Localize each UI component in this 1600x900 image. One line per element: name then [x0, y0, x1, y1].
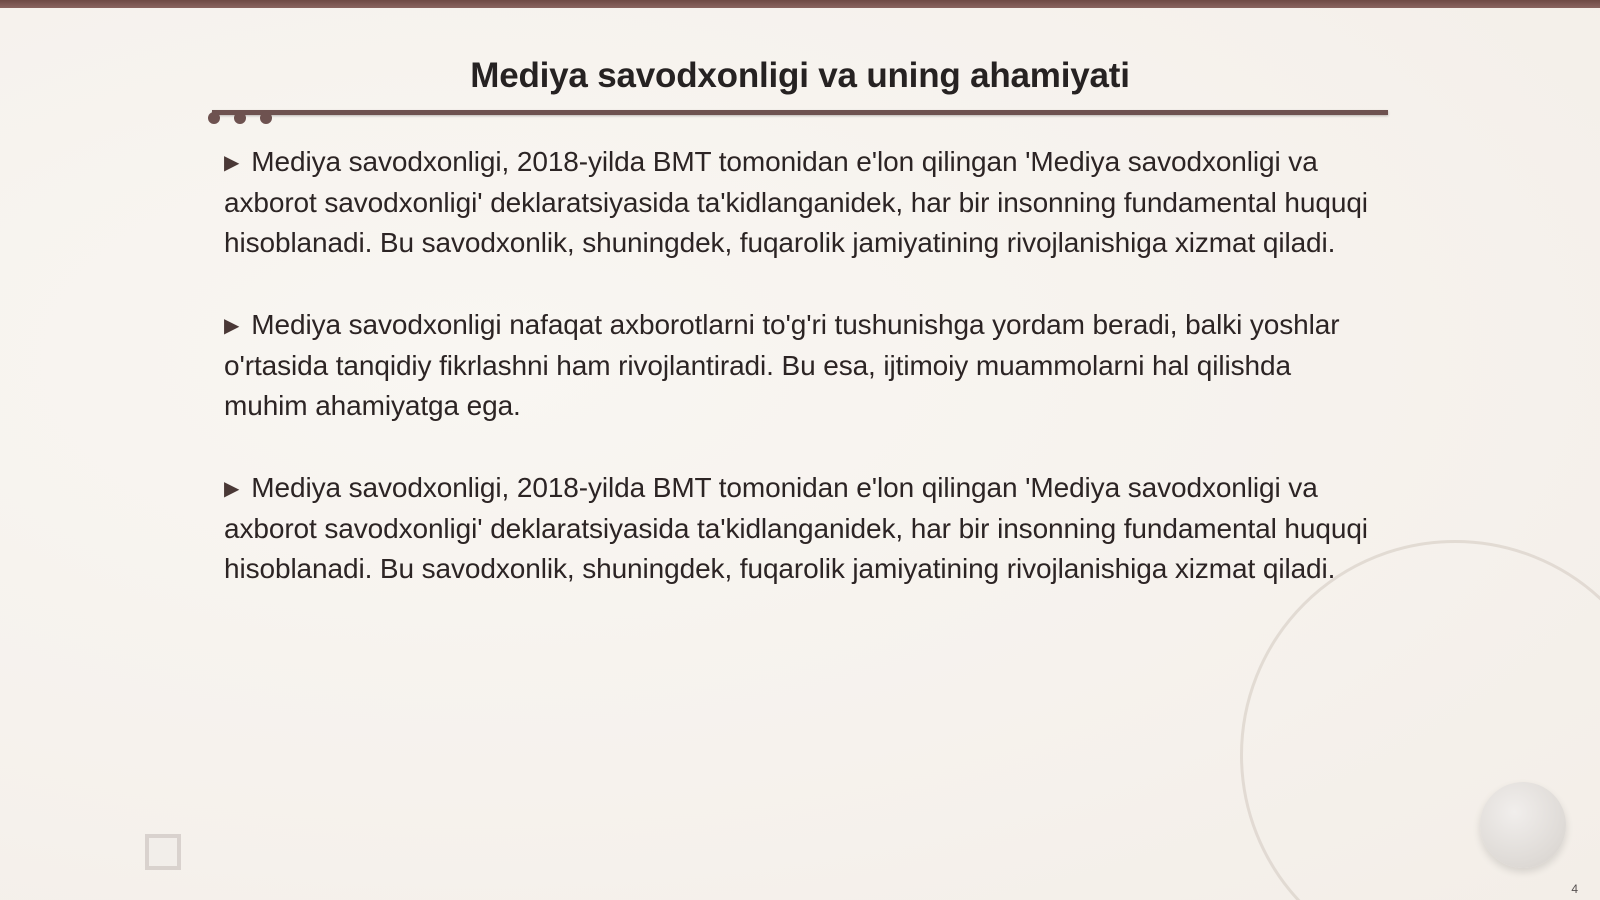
rule-dot-2: [234, 112, 246, 124]
rule-dot-3: [260, 112, 272, 124]
decorative-square: [145, 834, 181, 870]
bullet-list: [224, 142, 1380, 631]
slide-number: 4: [1571, 882, 1578, 896]
slide-title: Mediya savodxonligi va uning ahamiyati: [470, 56, 1130, 95]
bullet-item: [224, 305, 1380, 426]
triangle-right-icon: ▶: [224, 315, 240, 337]
decorative-circle-filled: [1480, 782, 1566, 868]
bullet-text: Mediya savodxonligi, 2018-yilda BMT tomonidan e'lon qilingan 'Mediya savodxonligi va axborot savodxonligi' deklaratsiyasida ta'kidlanganidek, har bir insonning fundamental huquqi hisoblanadi. Bu savodxonlik, shuningdek, fuqarolik jamiyatining rivojlanishiga xizmat qiladi.: [224, 472, 1368, 584]
bullet-text: Mediya savodxonligi nafaqat axborotlarni to'g'ri tushunishga yordam beradi, balki yoshlar o'rtasida tanqidiy fikrlashni ham rivojlantiradi. Bu esa, ijtimoiy muammolarni hal qilishda muhim ahamiyatga ega.: [224, 309, 1340, 421]
triangle-right-icon: ▶: [224, 152, 240, 174]
bullet-item: [224, 468, 1380, 589]
rule-dot-1: [208, 112, 220, 124]
title-underline: [212, 110, 1388, 115]
top-accent-bar: [0, 0, 1600, 8]
triangle-right-icon: ▶: [224, 478, 240, 500]
bullet-item: [224, 142, 1380, 263]
bullet-text: Mediya savodxonligi, 2018-yilda BMT tomonidan e'lon qilingan 'Mediya savodxonligi va axborot savodxonligi' deklaratsiyasida ta'kidlanganidek, har bir insonning fundamental huquqi hisoblanadi. Bu savodxonlik, shuningdek, fuqarolik jamiyatining rivojlanishiga xizmat qiladi.: [224, 146, 1368, 258]
